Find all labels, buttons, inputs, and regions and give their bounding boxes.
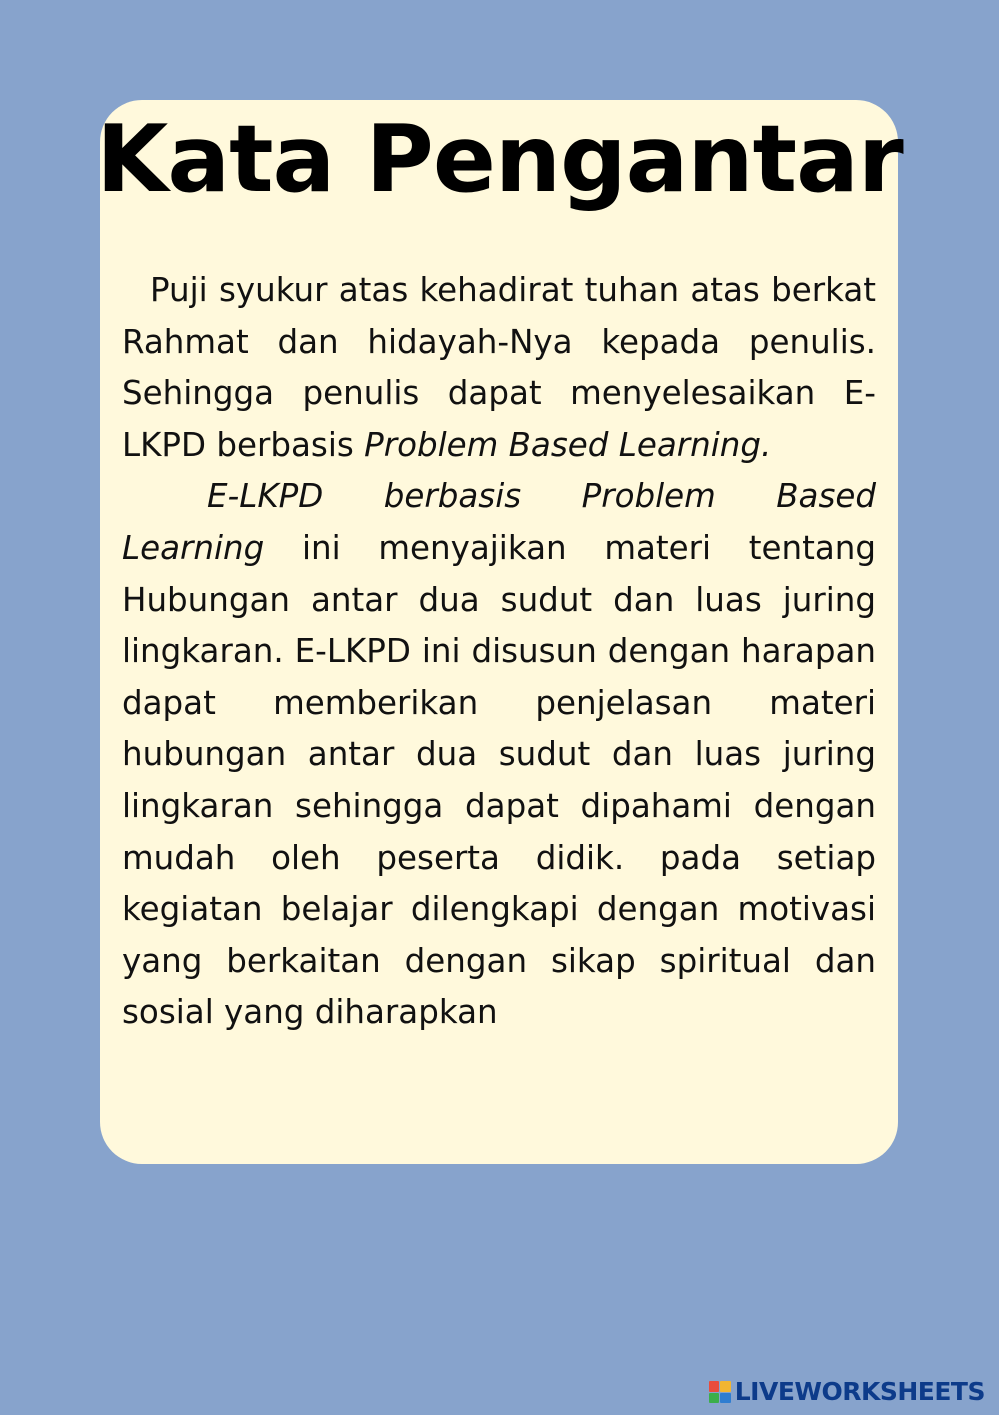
logo-square-green (709, 1393, 720, 1404)
body-text (122, 265, 876, 1039)
paragraph-1 (122, 265, 876, 471)
liveworksheets-logo-icon (709, 1381, 731, 1403)
watermark-text: LIVEWORKSHEETS (734, 1377, 985, 1406)
liveworksheets-watermark (709, 1377, 985, 1407)
paragraph-1-text: Puji syukur atas kehadirat tuhan atas berkat Rahmat dan hidayah-Nya kepada penulis. Sehingga penulis dapat menyelesaikan E-LKPD berbasis (122, 271, 876, 464)
paragraph-1-emphasis: Problem Based Learning. (364, 425, 772, 464)
paragraph-2 (122, 471, 876, 1039)
logo-square-blue (720, 1393, 731, 1404)
page-title: Kata Pengantar (96, 105, 903, 213)
logo-square-yellow (720, 1381, 731, 1392)
logo-square-red (709, 1381, 720, 1392)
paragraph-2-text: ini menyajikan materi tentang Hubungan antar dua sudut dan luas juring lingkaran. E-LKPD ini disusun dengan harapan dapat memberikan penjelasan materi hubungan antar dua sudut dan luas juring lingkaran sehingga dapat dipahami dengan mudah oleh peserta didik. pada setiap kegiatan belajar dilengkapi dengan motivasi yang berkaitan dengan sikap spiritual dan sosial yang diharapkan (122, 528, 876, 1032)
paragraph-2-emphasis: E-LKPD berbasis Problem Based Learning (122, 477, 876, 567)
